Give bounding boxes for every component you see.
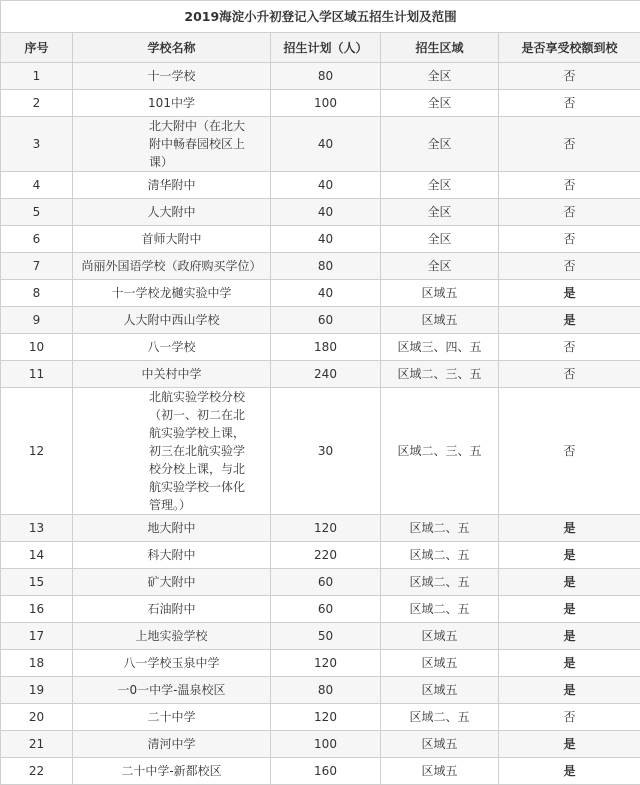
- cell-plan: 80: [271, 63, 381, 90]
- cell-quota: 否: [499, 199, 640, 226]
- cell-quota: 否: [499, 226, 640, 253]
- cell-quota: 是: [499, 542, 640, 569]
- table-row: [1, 677, 640, 704]
- cell-no: 7: [1, 253, 73, 280]
- cell-school-name: 二十中学-新都校区: [73, 758, 271, 785]
- cell-school-name: 八一学校: [73, 334, 271, 361]
- cell-plan: 60: [271, 569, 381, 596]
- cell-no: 22: [1, 758, 73, 785]
- table-row: [1, 515, 640, 542]
- table-row: [1, 307, 640, 334]
- table-row: [1, 731, 640, 758]
- header-row: [1, 33, 640, 63]
- cell-quota: 否: [499, 361, 640, 388]
- cell-school-name: 中关村中学: [73, 361, 271, 388]
- cell-plan: 40: [271, 199, 381, 226]
- cell-area: 区域二、五: [381, 515, 499, 542]
- cell-school-name: 101中学: [73, 90, 271, 117]
- table-row: [1, 253, 640, 280]
- cell-no: 20: [1, 704, 73, 731]
- cell-school-name: 北大附中（在北大附中畅春园校区上课）: [73, 117, 271, 172]
- cell-area: 区域二、五: [381, 704, 499, 731]
- cell-quota: 否: [499, 172, 640, 199]
- cell-no: 2: [1, 90, 73, 117]
- cell-area: 区域三、四、五: [381, 334, 499, 361]
- header-area: 招生区域: [381, 33, 499, 63]
- cell-quota: 否: [499, 334, 640, 361]
- table-row: [1, 334, 640, 361]
- cell-area: 全区: [381, 199, 499, 226]
- cell-school-name: 十一学校: [73, 63, 271, 90]
- cell-school-name: 八一学校玉泉中学: [73, 650, 271, 677]
- cell-no: 9: [1, 307, 73, 334]
- cell-quota: 否: [499, 704, 640, 731]
- table-row: [1, 650, 640, 677]
- table-row: [1, 172, 640, 199]
- header-school-name: 学校名称: [73, 33, 271, 63]
- table-row: [1, 623, 640, 650]
- cell-quota: 是: [499, 758, 640, 785]
- cell-area: 区域五: [381, 677, 499, 704]
- cell-plan: 60: [271, 596, 381, 623]
- cell-no: 11: [1, 361, 73, 388]
- cell-quota: 是: [499, 596, 640, 623]
- cell-plan: 40: [271, 172, 381, 199]
- cell-no: 1: [1, 63, 73, 90]
- cell-quota: 是: [499, 307, 640, 334]
- table-row: [1, 361, 640, 388]
- cell-no: 5: [1, 199, 73, 226]
- cell-quota: 是: [499, 280, 640, 307]
- cell-school-name: 上地实验学校: [73, 623, 271, 650]
- cell-quota: 是: [499, 515, 640, 542]
- cell-area: 区域五: [381, 650, 499, 677]
- cell-area: 全区: [381, 172, 499, 199]
- cell-area: 区域五: [381, 280, 499, 307]
- table-row: [1, 704, 640, 731]
- table-body: [1, 63, 640, 785]
- cell-plan: 120: [271, 650, 381, 677]
- cell-quota: 否: [499, 90, 640, 117]
- cell-no: 16: [1, 596, 73, 623]
- cell-school-name: 首师大附中: [73, 226, 271, 253]
- cell-no: 4: [1, 172, 73, 199]
- cell-school-name: 二十中学: [73, 704, 271, 731]
- cell-area: 全区: [381, 90, 499, 117]
- cell-area: 全区: [381, 226, 499, 253]
- cell-school-name: 尚丽外国语学校（政府购买学位）: [73, 253, 271, 280]
- cell-area: 区域二、五: [381, 569, 499, 596]
- cell-school-name: 清华附中: [73, 172, 271, 199]
- header-plan: 招生计划（人）: [271, 33, 381, 63]
- cell-school-name: 人大附中西山学校: [73, 307, 271, 334]
- cell-plan: 40: [271, 117, 381, 172]
- header-no: 序号: [1, 33, 73, 63]
- table-row: [1, 569, 640, 596]
- cell-quota: 否: [499, 253, 640, 280]
- cell-no: 10: [1, 334, 73, 361]
- cell-plan: 120: [271, 704, 381, 731]
- table-row: [1, 388, 640, 515]
- cell-school-name: 北航实验学校分校（初一、初二在北航实验学校上课，初三在北航实验学校分校上课，与北航实验学校一体化管理。）: [73, 388, 271, 515]
- cell-plan: 80: [271, 677, 381, 704]
- table-row: [1, 596, 640, 623]
- cell-area: 区域二、五: [381, 542, 499, 569]
- cell-school-name: 人大附中: [73, 199, 271, 226]
- cell-school-name: 地大附中: [73, 515, 271, 542]
- table-row: [1, 226, 640, 253]
- cell-area: 区域二、三、五: [381, 361, 499, 388]
- table-title: 2019海淀小升初登记入学区域五招生计划及范围: [1, 1, 640, 33]
- cell-plan: 40: [271, 226, 381, 253]
- cell-area: 全区: [381, 63, 499, 90]
- cell-plan: 100: [271, 731, 381, 758]
- cell-no: 3: [1, 117, 73, 172]
- cell-no: 21: [1, 731, 73, 758]
- cell-plan: 30: [271, 388, 381, 515]
- cell-quota: 否: [499, 117, 640, 172]
- cell-plan: 220: [271, 542, 381, 569]
- cell-area: 区域五: [381, 758, 499, 785]
- table-row: [1, 117, 640, 172]
- cell-area: 区域五: [381, 731, 499, 758]
- cell-school-name: 石油附中: [73, 596, 271, 623]
- table-row: [1, 63, 640, 90]
- header-quota: 是否享受校额到校: [499, 33, 640, 63]
- cell-school-name: 一0一中学-温泉校区: [73, 677, 271, 704]
- cell-area: 区域二、三、五: [381, 388, 499, 515]
- cell-plan: 240: [271, 361, 381, 388]
- cell-area: 区域五: [381, 623, 499, 650]
- cell-school-name: 十一学校龙樾实验中学: [73, 280, 271, 307]
- cell-plan: 40: [271, 280, 381, 307]
- cell-plan: 180: [271, 334, 381, 361]
- cell-area: 区域五: [381, 307, 499, 334]
- cell-area: 全区: [381, 117, 499, 172]
- cell-quota: 是: [499, 569, 640, 596]
- cell-no: 15: [1, 569, 73, 596]
- cell-no: 6: [1, 226, 73, 253]
- cell-plan: 60: [271, 307, 381, 334]
- cell-plan: 100: [271, 90, 381, 117]
- table-row: [1, 280, 640, 307]
- table-row: [1, 90, 640, 117]
- cell-school-name: 科大附中: [73, 542, 271, 569]
- cell-plan: 160: [271, 758, 381, 785]
- table-row: [1, 542, 640, 569]
- cell-area: 全区: [381, 253, 499, 280]
- cell-quota: 是: [499, 650, 640, 677]
- cell-plan: 120: [271, 515, 381, 542]
- cell-quota: 否: [499, 63, 640, 90]
- cell-school-name: 清河中学: [73, 731, 271, 758]
- cell-plan: 80: [271, 253, 381, 280]
- cell-no: 13: [1, 515, 73, 542]
- cell-no: 14: [1, 542, 73, 569]
- cell-quota: 是: [499, 731, 640, 758]
- cell-no: 17: [1, 623, 73, 650]
- cell-no: 12: [1, 388, 73, 515]
- cell-area: 区域二、五: [381, 596, 499, 623]
- cell-quota: 是: [499, 677, 640, 704]
- table-row: [1, 758, 640, 785]
- table-row: [1, 199, 640, 226]
- cell-no: 8: [1, 280, 73, 307]
- cell-school-name: 矿大附中: [73, 569, 271, 596]
- cell-quota: 否: [499, 388, 640, 515]
- cell-no: 18: [1, 650, 73, 677]
- cell-quota: 是: [499, 623, 640, 650]
- cell-plan: 50: [271, 623, 381, 650]
- cell-no: 19: [1, 677, 73, 704]
